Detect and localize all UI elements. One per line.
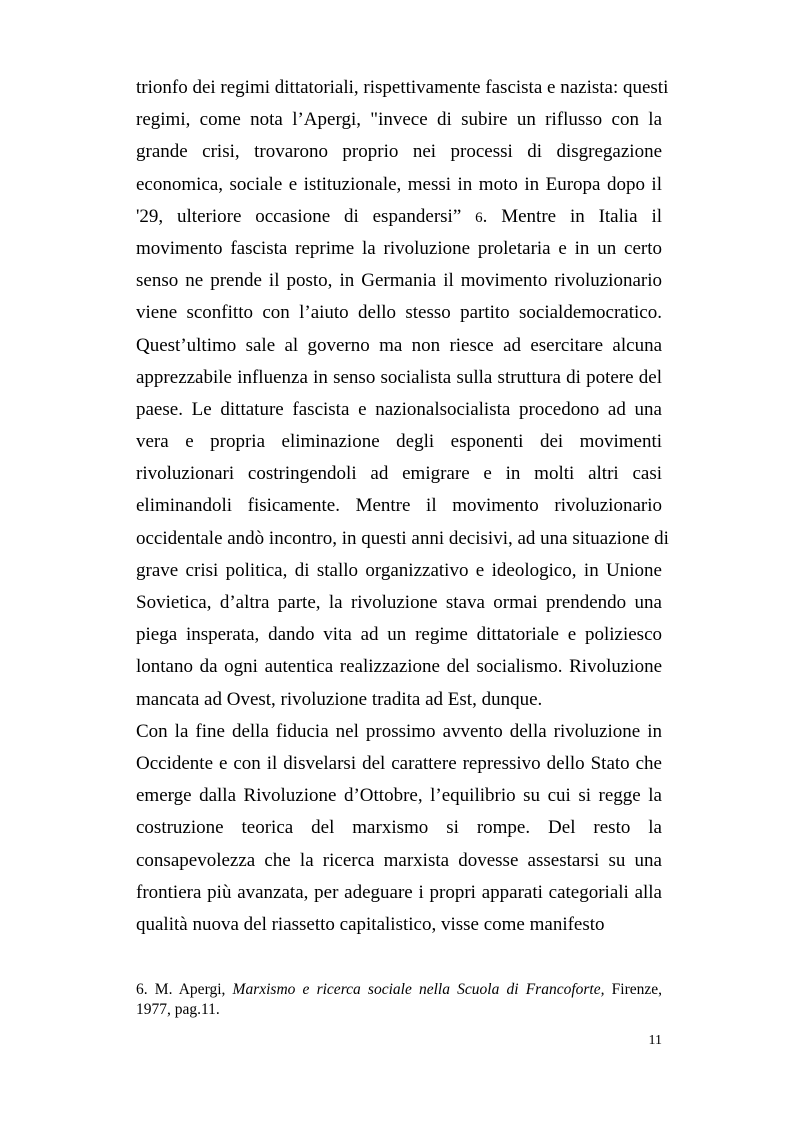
text-line: economica, sociale e istituzionale, messi in moto in Europa dopo il xyxy=(136,173,662,195)
text-line: costruzione teorica del marxismo si rompe. Del resto la xyxy=(136,817,662,839)
footnote-line xyxy=(136,980,662,1000)
footnote-reference[interactable]: 6 xyxy=(475,209,483,226)
text-line: rivoluzionari costringendoli ad emigrare e in molti altri casi xyxy=(136,463,662,485)
footnote-line: 1977, pag.11. xyxy=(136,1001,220,1018)
text-line: piega insperata, dando vita ad un regime dittatoriale e poliziesco xyxy=(136,624,662,646)
text-line: Con la fine della fiducia nel prossimo avvento della rivoluzione in xyxy=(136,720,662,742)
footnote xyxy=(136,980,662,1020)
text-line: lontano da ogni autentica realizzazione del socialismo. Rivoluzione xyxy=(136,656,662,678)
text-line: mancata ad Ovest, rivoluzione tradita ad Est, dunque. xyxy=(136,688,543,710)
text-line: occidentale andò incontro, in questi anni decisivi, ad una situazione di xyxy=(136,527,669,549)
text-line: movimento fascista reprime la rivoluzione proletaria e in un certo xyxy=(136,237,662,259)
text-line: Quest’ultimo sale al governo ma non riesce ad esercitare alcuna xyxy=(136,334,662,356)
page-number: 11 xyxy=(648,1033,662,1048)
text-line: Occidente e con il disvelarsi del carattere repressivo dello Stato che xyxy=(136,752,662,774)
text-line: grave crisi politica, di stallo organizzativo e ideologico, in Unione xyxy=(136,559,662,581)
text-line: eliminandoli fisicamente. Mentre il movimento rivoluzionario xyxy=(136,495,662,517)
text-line: apprezzabile influenza in senso socialista sulla struttura di potere del xyxy=(136,366,662,388)
footnote-title: Marxismo e ricerca sociale nella Scuola di Francoforte, xyxy=(232,981,605,998)
text-line: Sovietica, d’altra parte, la rivoluzione stava ormai prendendo una xyxy=(136,592,662,613)
text-line: grande crisi, trovarono proprio nei processi di disgregazione xyxy=(136,141,662,163)
text-segment: . Mentre in Italia il xyxy=(482,205,663,227)
text-segment: '29, ulteriore occasione di espandersi” xyxy=(136,205,462,227)
text-line: viene sconfitto con l’aiuto dello stesso partito socialdemocratico. xyxy=(136,302,662,324)
text-line: qualità nuova del riassetto capitalistico, visse come manifesto xyxy=(136,913,605,935)
text-line: paese. Le dittature fascista e nazionalsocialista procedono ad una xyxy=(136,398,662,420)
text-line: trionfo dei regimi dittatoriali, rispettivamente fascista e nazista: questi xyxy=(136,77,669,98)
text-line: emerge dalla Rivoluzione d’Ottobre, l’equilibrio su cui si regge la xyxy=(136,785,662,807)
text-line: consapevolezza che la ricerca marxista dovesse assestarsi su una xyxy=(136,849,662,871)
text-line: regimi, come nota l’Apergi, "invece di subire un riflusso con la xyxy=(136,109,662,131)
text-line: vera e propria eliminazione degli esponenti dei movimenti xyxy=(136,431,662,453)
text-line: frontiera più avanzata, per adeguare i propri apparati categoriali alla xyxy=(136,881,662,903)
text-line: senso ne prende il posto, in Germania il movimento rivoluzionario xyxy=(136,270,662,292)
text-line-with-footnote-ref xyxy=(136,201,662,233)
footnote-place: Firenze, xyxy=(611,981,662,998)
body-text xyxy=(136,72,669,941)
footnote-number-author: 6. M. Apergi, xyxy=(136,981,226,998)
